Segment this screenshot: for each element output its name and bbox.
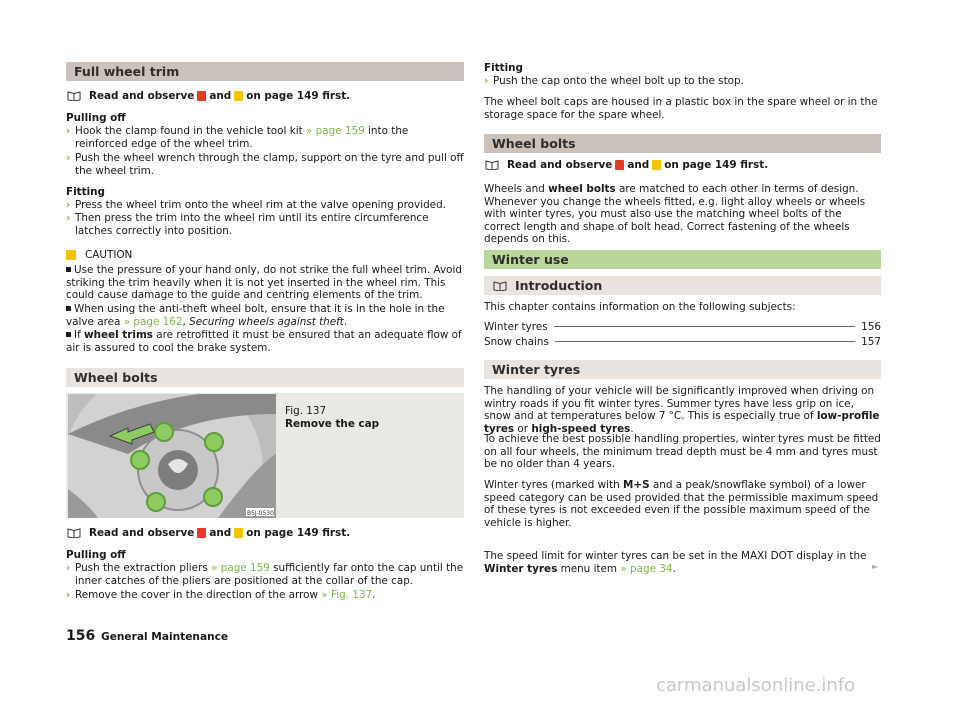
section-header-full-wheel-trim: Full wheel trim <box>66 62 464 81</box>
bullet-square-icon <box>66 267 71 272</box>
chevron-right-icon: › <box>66 152 71 164</box>
list-item: › Then press the trim into the wheel rim until its entire circumference latches correctly into position. <box>66 212 429 237</box>
figure-link[interactable]: » Fig. 137 <box>321 589 373 601</box>
chevron-right-icon: › <box>66 589 71 601</box>
caution-icon <box>652 160 661 170</box>
read-observe-note: Read and observe and on page 149 first. <box>484 158 768 172</box>
toc-entry-winter-tyres[interactable]: Winter tyres 156 <box>484 321 881 333</box>
page-link[interactable]: » page 162 <box>123 315 183 328</box>
book-icon <box>493 281 507 291</box>
chevron-right-icon: › <box>484 75 489 87</box>
warning-icon <box>197 528 206 538</box>
chevron-right-icon: › <box>66 125 71 137</box>
paragraph: Winter tyres (marked with M+S and a peak/snowflake symbol) of a lower speed category can be used provided that the permissible maximum speed of these tyres is not exceeded even if the possible maximum speed of the vehicle is higher. <box>484 479 879 529</box>
list-item: › Remove the cover in the direction of the arrow » Fig. 137. <box>66 589 376 601</box>
section-header-wheel-bolts: Wheel bolts <box>66 368 464 387</box>
book-icon <box>67 91 81 101</box>
page-link[interactable]: » page 159 <box>305 125 365 137</box>
chevron-right-icon: › <box>66 199 71 211</box>
book-icon <box>67 528 81 538</box>
figure-label: Fig. 137 <box>285 405 327 417</box>
figure-caption: Remove the cap <box>285 418 380 430</box>
chevron-right-icon: › <box>66 212 71 224</box>
page-link[interactable]: » page 34 <box>620 562 673 575</box>
chevron-right-icon: › <box>66 562 71 574</box>
pulling-off-heading: Pulling off <box>66 549 126 561</box>
bullet-square-icon <box>66 306 71 311</box>
toc-leader <box>555 341 855 342</box>
caution-icon <box>234 91 243 101</box>
continue-arrow-icon: ► <box>872 562 879 571</box>
section-header-winter-tyres: Winter tyres <box>484 360 881 379</box>
paragraph: The handling of your vehicle will be significantly improved when driving on wintry roads if you fit winter tyres. Summer tyres have less grip on ice, snow and at temperatures below 7 °C. This is especially true of low-profile tyres or high-speed tyres. <box>484 385 880 435</box>
toc-leader <box>554 326 856 327</box>
list-item: › Push the wheel wrench through the clamp, support on the tyre and pull off the wheel trim. <box>66 152 464 177</box>
watermark: carmanualsonline.info <box>656 675 856 696</box>
caution-item: Use the pressure of your hand only, do not strike the full wheel trim. Avoid striking the trim heavily when it is not yet inserted in the wheel rim. This could cause damage to the guide and centring elements of the trim. <box>66 264 463 302</box>
paragraph: The speed limit for winter tyres can be set in the MAXI DOT display in the Winter tyres menu item » page 34. <box>484 550 867 575</box>
wheel-cap-figure <box>68 394 276 518</box>
footer-section: General Maintenance <box>101 631 229 643</box>
list-item: › Hook the clamp found in the vehicle tool kit » page 159 into the reinforced edge of the wheel trim. <box>66 125 409 150</box>
pulling-off-heading: Pulling off <box>66 112 126 124</box>
warning-icon <box>615 160 624 170</box>
caution-icon <box>234 528 243 538</box>
paragraph: To achieve the best possible handling properties, winter tyres must be fitted on all four wheels, the minimum tread depth must be 4 mm and tyres must be no older than 4 years. <box>484 433 881 471</box>
caution-icon <box>66 250 76 260</box>
toc-entry-snow-chains[interactable]: Snow chains 157 <box>484 336 881 348</box>
fitting-heading: Fitting <box>66 186 105 198</box>
book-icon <box>485 160 499 170</box>
fitting-heading: Fitting <box>484 62 523 74</box>
paragraph: Wheels and wheel bolts are matched to each other in terms of design. Whenever you change the wheels fitted, e.g. light alloy wheels or wheels with winter tyres, you must also use the matching wheel bolts of the correct length and shape of bolt head. Correct fastening of the wheels depends on this. <box>484 183 866 246</box>
list-item: › Push the cap onto the wheel bolt up to the stop. <box>484 75 744 87</box>
bullet-square-icon <box>66 332 71 337</box>
chapter-header-winter-use: Winter use <box>484 250 881 269</box>
page-number: 156 <box>66 628 96 644</box>
caution-item: If wheel trims are retrofitted it must be ensured that an adequate flow of air is assured to cool the brake system. <box>66 329 462 354</box>
list-item: › Push the extraction pliers » page 159 sufficiently far onto the cap until the inner catches of the pliers are positioned at the collar of the cap. <box>66 562 464 587</box>
page-link[interactable]: » page 159 <box>211 562 270 574</box>
introduction-header: Introduction <box>484 276 881 295</box>
section-header-wheel-bolts: Wheel bolts <box>484 134 881 153</box>
figure-code: B5J-0530 <box>247 510 274 517</box>
paragraph: This chapter contains information on the following subjects: <box>484 301 796 313</box>
paragraph: The wheel bolt caps are housed in a plastic box in the spare wheel or in the storage space for the spare wheel. <box>484 96 878 121</box>
read-observe-note: Read and observe and on page 149 first. <box>66 526 350 540</box>
list-item: › Press the wheel trim onto the wheel rim at the valve opening provided. <box>66 199 446 211</box>
caution-item: When using the anti-theft wheel bolt, ensure that it is in the hole in the valve area » page 162, Securing wheels against theft. <box>66 303 445 328</box>
read-observe-note: Read and observe and on page 149 first. <box>66 89 350 103</box>
caution-heading: CAUTION <box>66 248 132 262</box>
warning-icon <box>197 91 206 101</box>
